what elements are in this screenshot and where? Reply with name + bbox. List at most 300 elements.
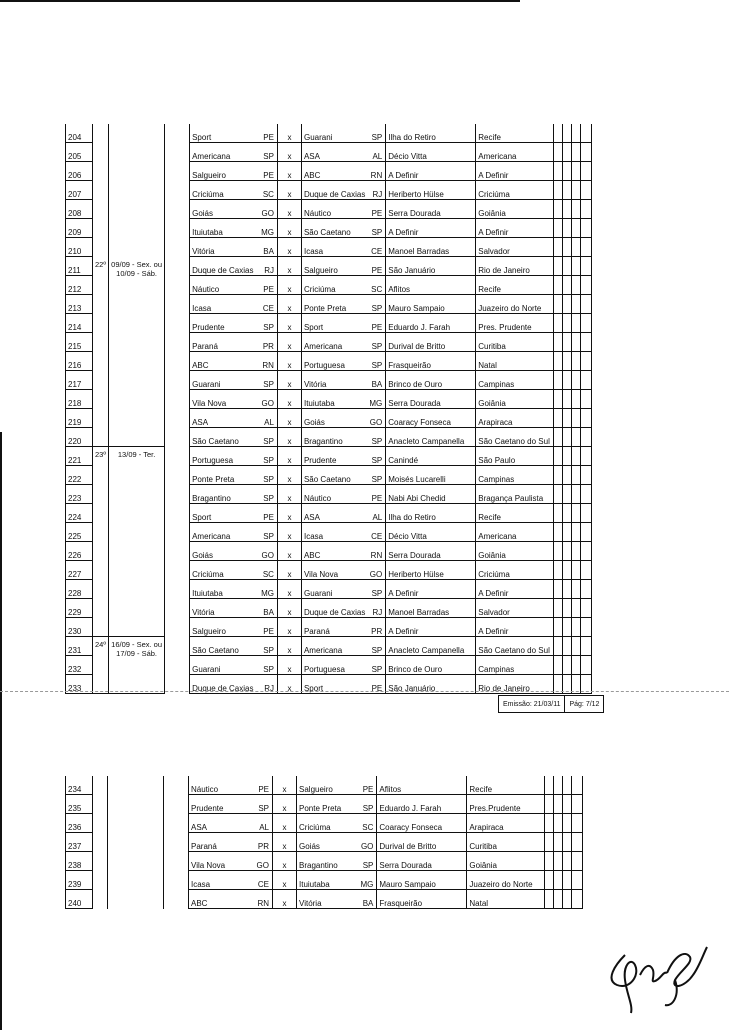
home-team: Criciúma: [190, 561, 256, 580]
home-team: ASA: [189, 814, 251, 833]
home-state: SP: [255, 428, 277, 447]
extra-col-1: [554, 276, 563, 295]
extra-col-3: [563, 852, 572, 871]
away-state: PE: [367, 200, 385, 219]
city: Goiânia: [476, 200, 554, 219]
table-row: [66, 257, 592, 276]
home-team: Náutico: [189, 776, 251, 795]
city: Rio de Janeiro: [476, 257, 554, 276]
round-number: 22º: [93, 257, 109, 447]
home-state: CE: [251, 871, 273, 890]
game-number: 237: [66, 833, 93, 852]
home-state: CE: [255, 295, 277, 314]
versus-mark: x: [277, 542, 301, 561]
extra-col-4: [581, 428, 592, 447]
spacer-cell: [165, 352, 190, 371]
extra-col-4: [581, 371, 592, 390]
extra-col-4: [581, 466, 592, 485]
extra-col-2: [563, 618, 572, 637]
round-number-empty: [93, 776, 108, 795]
home-team: Guarani: [190, 656, 256, 675]
stadium: Canindé: [386, 447, 476, 466]
away-team: Portuguesa: [301, 352, 367, 371]
home-state: RN: [255, 352, 277, 371]
away-state: SP: [367, 580, 385, 599]
away-state: SP: [367, 219, 385, 238]
city: Goiânia: [476, 390, 554, 409]
versus-mark: x: [273, 833, 297, 852]
away-state: SP: [367, 295, 385, 314]
home-state: SP: [255, 314, 277, 333]
extra-col-4: [581, 618, 592, 637]
extra-col-4: [581, 504, 592, 523]
away-team: Ituiutaba: [301, 390, 367, 409]
game-number: 225: [66, 523, 93, 542]
versus-mark: x: [277, 181, 301, 200]
away-state: SP: [367, 124, 385, 143]
spacer-cell: [165, 257, 190, 276]
home-team: Goiás: [190, 542, 256, 561]
extra-col-3: [572, 523, 581, 542]
stadium: Serra Dourada: [386, 200, 476, 219]
round-number-empty: [93, 833, 108, 852]
home-state: SP: [255, 637, 277, 656]
table-row: [66, 219, 592, 238]
city: Salvador: [476, 599, 554, 618]
table-row: [66, 447, 592, 466]
home-team: São Caetano: [190, 428, 256, 447]
extra-col-1: [554, 409, 563, 428]
game-number: 224: [66, 504, 93, 523]
extra-col-3: [572, 276, 581, 295]
home-state: RJ: [255, 257, 277, 276]
extra-col-4: [581, 314, 592, 333]
versus-mark: x: [277, 618, 301, 637]
spacer-cell: [165, 580, 190, 599]
home-team: Ituiutaba: [190, 219, 256, 238]
spacer-cell: [165, 124, 190, 143]
extra-col-3: [572, 637, 581, 656]
home-state: PR: [255, 333, 277, 352]
spacer-cell: [165, 542, 190, 561]
stadium: Manoel Barradas: [386, 238, 476, 257]
extra-col-4: [572, 833, 583, 852]
spacer-cell: [165, 561, 190, 580]
home-state: GO: [255, 542, 277, 561]
table-row: [66, 871, 583, 890]
stadium: Eduardo J. Farah: [377, 795, 467, 814]
home-state: SP: [255, 523, 277, 542]
extra-col-3: [572, 485, 581, 504]
spacer-cell: [164, 890, 189, 909]
versus-mark: x: [277, 162, 301, 181]
table-row: [66, 143, 592, 162]
away-state: BA: [359, 890, 377, 909]
home-team: Icasa: [190, 295, 256, 314]
home-state: GO: [255, 390, 277, 409]
game-number: 214: [66, 314, 93, 333]
stadium: Décio Vitta: [386, 143, 476, 162]
extra-col-2: [563, 542, 572, 561]
home-state: SP: [255, 485, 277, 504]
extra-col-1: [554, 390, 563, 409]
extra-col-3: [572, 428, 581, 447]
stadium: Durival de Britto: [386, 333, 476, 352]
versus-mark: x: [277, 447, 301, 466]
extra-col-2: [554, 871, 563, 890]
extra-col-3: [572, 618, 581, 637]
game-number: 208: [66, 200, 93, 219]
away-team: Vila Nova: [301, 561, 367, 580]
home-state: AL: [251, 814, 273, 833]
away-state: BA: [367, 371, 385, 390]
home-team: Criciúma: [190, 181, 256, 200]
extra-col-1: [554, 580, 563, 599]
round-date-empty: [108, 871, 164, 890]
round-date-empty: [109, 143, 165, 162]
extra-col-2: [563, 276, 572, 295]
versus-mark: x: [277, 257, 301, 276]
stadium: Frasqueirão: [377, 890, 467, 909]
city: Americana: [476, 523, 554, 542]
versus-mark: x: [277, 409, 301, 428]
round-number-empty: [93, 852, 108, 871]
page-break-line: [0, 691, 729, 693]
stadium: Serra Dourada: [386, 390, 476, 409]
extra-col-1: [545, 776, 554, 795]
home-team: Vitória: [190, 599, 256, 618]
signature-image: [595, 935, 715, 1015]
extra-col-2: [563, 257, 572, 276]
away-team: ASA: [301, 504, 367, 523]
round-date-empty: [109, 238, 165, 257]
extra-col-4: [572, 852, 583, 871]
stadium: Aflitos: [377, 776, 467, 795]
home-team: Vila Nova: [189, 852, 251, 871]
game-number: 231: [66, 637, 93, 656]
stadium: Eduardo J. Farah: [386, 314, 476, 333]
home-team: Duque de Caxias: [190, 257, 256, 276]
extra-col-3: [572, 352, 581, 371]
city: Salvador: [476, 238, 554, 257]
game-number: 218: [66, 390, 93, 409]
extra-col-2: [563, 409, 572, 428]
table-row: [66, 162, 592, 181]
stadium: A Definir: [386, 580, 476, 599]
extra-col-2: [554, 795, 563, 814]
home-state: GO: [255, 200, 277, 219]
away-team: Duque de Caxias: [301, 599, 367, 618]
extra-col-1: [554, 143, 563, 162]
away-state: GO: [359, 833, 377, 852]
away-team: São Caetano: [301, 466, 367, 485]
city: Arapiraca: [476, 409, 554, 428]
city: Juazeiro do Norte: [467, 871, 545, 890]
stadium: Brinco de Ouro: [386, 656, 476, 675]
extra-col-1: [545, 871, 554, 890]
stadium: Ilha do Retiro: [386, 504, 476, 523]
city: Criciúma: [476, 561, 554, 580]
home-state: SC: [255, 181, 277, 200]
away-state: PE: [359, 776, 377, 795]
city: Campinas: [476, 466, 554, 485]
away-team: Goiás: [301, 409, 367, 428]
game-number: 211: [66, 257, 93, 276]
extra-col-3: [572, 143, 581, 162]
away-team: Goiás: [297, 833, 359, 852]
versus-mark: x: [277, 390, 301, 409]
versus-mark: x: [277, 295, 301, 314]
extra-col-1: [545, 833, 554, 852]
round-date-empty: [109, 200, 165, 219]
home-state: SC: [255, 561, 277, 580]
extra-col-1: [554, 124, 563, 143]
away-state: SP: [367, 352, 385, 371]
versus-mark: x: [277, 485, 301, 504]
extra-col-1: [554, 314, 563, 333]
extra-col-1: [545, 852, 554, 871]
home-team: Icasa: [189, 871, 251, 890]
table-row: [66, 200, 592, 219]
home-state: SP: [255, 143, 277, 162]
table-row: [66, 124, 592, 143]
round-number-empty: [93, 814, 108, 833]
versus-mark: x: [277, 523, 301, 542]
extra-col-2: [563, 200, 572, 219]
away-state: SP: [367, 447, 385, 466]
away-team: ABC: [301, 542, 367, 561]
extra-col-3: [572, 200, 581, 219]
home-state: SP: [255, 371, 277, 390]
away-team: Portuguesa: [301, 656, 367, 675]
game-number: 205: [66, 143, 93, 162]
extra-col-2: [563, 599, 572, 618]
city: A Definir: [476, 580, 554, 599]
away-state: PE: [367, 314, 385, 333]
extra-col-4: [572, 890, 583, 909]
extra-col-4: [572, 814, 583, 833]
round-number-empty: [93, 219, 109, 238]
away-team: Sport: [301, 675, 367, 694]
spacer-cell: [165, 333, 190, 352]
extra-col-3: [572, 162, 581, 181]
extra-col-3: [563, 814, 572, 833]
stadium: Anacleto Campanella: [386, 428, 476, 447]
table-row: [66, 890, 583, 909]
spacer-cell: [165, 162, 190, 181]
home-state: SP: [251, 795, 273, 814]
away-state: RJ: [367, 181, 385, 200]
extra-col-4: [572, 795, 583, 814]
game-number: 232: [66, 656, 93, 675]
round-date: 16/09 - Sex. ou 17/09 - Sáb.: [109, 637, 165, 694]
stadium: Mauro Sampaio: [386, 295, 476, 314]
extra-col-3: [572, 409, 581, 428]
game-number: 227: [66, 561, 93, 580]
away-team: Americana: [301, 333, 367, 352]
extra-col-1: [554, 181, 563, 200]
extra-col-1: [554, 466, 563, 485]
emission-box: [498, 695, 604, 713]
extra-col-2: [563, 295, 572, 314]
away-team: Icasa: [301, 238, 367, 257]
away-state: RJ: [367, 599, 385, 618]
extra-col-4: [581, 447, 592, 466]
page-edge-top: [0, 0, 520, 2]
away-team: Duque de Caxias: [301, 181, 367, 200]
round-date-empty: [108, 890, 164, 909]
extra-col-3: [572, 466, 581, 485]
extra-col-3: [572, 181, 581, 200]
extra-col-4: [581, 333, 592, 352]
extra-col-1: [554, 447, 563, 466]
table-row: [66, 814, 583, 833]
game-number: 220: [66, 428, 93, 447]
round-number-empty: [93, 124, 109, 143]
home-team: Americana: [190, 143, 256, 162]
away-team: Ituiutaba: [297, 871, 359, 890]
versus-mark: x: [277, 200, 301, 219]
round-date-empty: [109, 181, 165, 200]
extra-col-2: [554, 852, 563, 871]
home-team: Americana: [190, 523, 256, 542]
versus-mark: x: [273, 776, 297, 795]
home-team: ABC: [190, 352, 256, 371]
stadium: Moisés Lucarelli: [386, 466, 476, 485]
city: Bragança Paulista: [476, 485, 554, 504]
home-state: GO: [251, 852, 273, 871]
home-team: Bragantino: [190, 485, 256, 504]
home-state: RJ: [255, 675, 277, 694]
city: Arapiraca: [467, 814, 545, 833]
extra-col-2: [554, 890, 563, 909]
away-team: Icasa: [301, 523, 367, 542]
extra-col-2: [563, 466, 572, 485]
away-state: PR: [367, 618, 385, 637]
extra-col-1: [554, 656, 563, 675]
stadium: Nabi Abi Chedid: [386, 485, 476, 504]
versus-mark: x: [277, 580, 301, 599]
extra-col-4: [581, 219, 592, 238]
away-team: Vitória: [297, 890, 359, 909]
away-state: PE: [367, 675, 385, 694]
home-team: Goiás: [190, 200, 256, 219]
extra-col-3: [572, 599, 581, 618]
home-team: Prudente: [190, 314, 256, 333]
versus-mark: x: [273, 871, 297, 890]
extra-col-1: [554, 257, 563, 276]
stadium: Serra Dourada: [386, 542, 476, 561]
away-team: ABC: [301, 162, 367, 181]
spacer-cell: [165, 371, 190, 390]
city: São Caetano do Sul: [476, 428, 554, 447]
extra-col-1: [554, 428, 563, 447]
spacer-cell: [165, 599, 190, 618]
extra-col-1: [554, 371, 563, 390]
extra-col-4: [581, 485, 592, 504]
extra-col-3: [572, 333, 581, 352]
away-state: SP: [359, 795, 377, 814]
extra-col-1: [554, 618, 563, 637]
extra-col-3: [572, 542, 581, 561]
home-team: São Caetano: [190, 637, 256, 656]
stadium: Coaracy Fonseca: [377, 814, 467, 833]
versus-mark: x: [277, 466, 301, 485]
city: Pres.Prudente: [467, 795, 545, 814]
extra-col-1: [554, 219, 563, 238]
away-team: Náutico: [301, 200, 367, 219]
spacer-cell: [164, 795, 189, 814]
extra-col-3: [572, 124, 581, 143]
emission-date: Emissão: 21/03/11: [503, 700, 561, 708]
city: A Definir: [476, 219, 554, 238]
extra-col-3: [572, 257, 581, 276]
extra-col-4: [581, 656, 592, 675]
versus-mark: x: [277, 143, 301, 162]
extra-col-3: [572, 295, 581, 314]
round-number: 23º: [93, 447, 109, 637]
away-state: SP: [367, 428, 385, 447]
city: Juazeiro do Norte: [476, 295, 554, 314]
round-number-empty: [93, 162, 109, 181]
away-state: CE: [367, 238, 385, 257]
home-team: Paraná: [189, 833, 251, 852]
extra-col-4: [581, 390, 592, 409]
extra-col-2: [563, 523, 572, 542]
away-team: São Caetano: [301, 219, 367, 238]
round-date: 09/09 - Sex. ou 10/09 - Sáb.: [109, 257, 165, 447]
extra-col-1: [554, 542, 563, 561]
extra-col-2: [554, 814, 563, 833]
home-state: MG: [255, 219, 277, 238]
home-team: Paraná: [190, 333, 256, 352]
stadium: Coaracy Fonseca: [386, 409, 476, 428]
home-team: ABC: [189, 890, 251, 909]
spacer-cell: [165, 656, 190, 675]
city: Americana: [476, 143, 554, 162]
spacer-cell: [164, 871, 189, 890]
extra-col-2: [563, 333, 572, 352]
spacer-cell: [164, 833, 189, 852]
home-team: Sport: [190, 124, 256, 143]
away-state: MG: [359, 871, 377, 890]
away-team: Bragantino: [301, 428, 367, 447]
home-state: PE: [255, 504, 277, 523]
city: Natal: [476, 352, 554, 371]
versus-mark: x: [277, 561, 301, 580]
stadium: Durival de Britto: [377, 833, 467, 852]
versus-mark: x: [277, 504, 301, 523]
away-team: Salgueiro: [297, 776, 359, 795]
versus-mark: x: [277, 637, 301, 656]
city: Natal: [467, 890, 545, 909]
away-state: SC: [359, 814, 377, 833]
extra-col-3: [572, 371, 581, 390]
round-number-empty: [93, 181, 109, 200]
extra-col-3: [572, 447, 581, 466]
home-state: PE: [255, 162, 277, 181]
home-team: Guarani: [190, 371, 256, 390]
home-team: Salgueiro: [190, 618, 256, 637]
table-row: [66, 852, 583, 871]
round-date-empty: [108, 776, 164, 795]
extra-col-1: [554, 523, 563, 542]
home-team: Duque de Caxias: [190, 675, 256, 694]
game-number: 223: [66, 485, 93, 504]
away-state: SP: [367, 333, 385, 352]
home-state: PE: [255, 618, 277, 637]
extra-col-1: [554, 162, 563, 181]
